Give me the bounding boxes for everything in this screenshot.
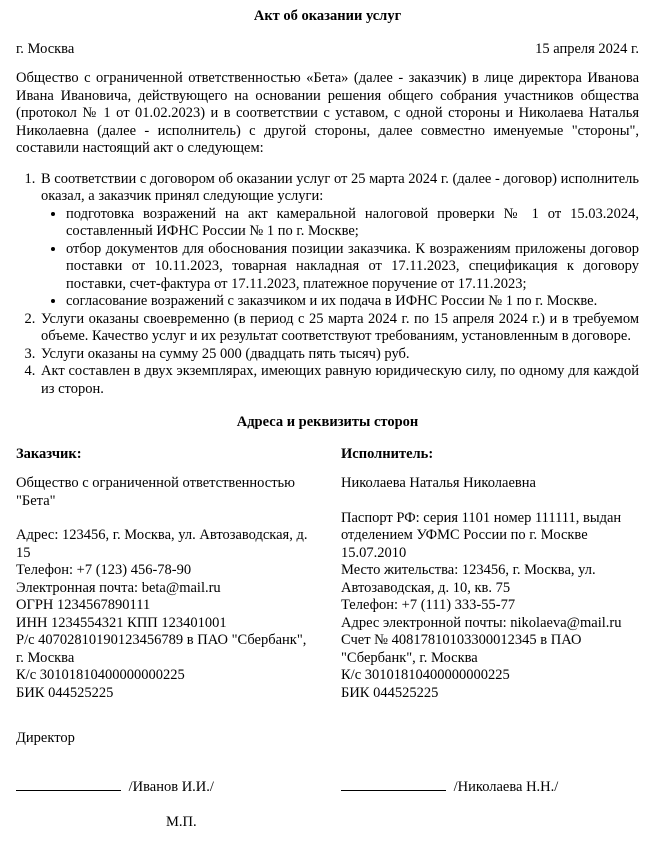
contractor-residence: Место жительства: 123456, г. Москва, ул. Автозаводская, д. 10, кв. 75 <box>341 562 596 596</box>
contractor-label: Исполнитель: <box>341 445 434 462</box>
intro-paragraph: Общество с ограниченной ответственностью «Бета» (далее - заказчик) в лице директора Иванова Ивана Ивановича, действующего на основании решения общего собрания участников общества (протокол № 1 от 01.02.2023) и в соответствии с уставом, с одной стороны и Николаева Наталья Николаевна (далее - исполнитель) с другой стороны, далее совместно именуемые "стороны", составили настоящий акт о следующем: <box>16 70 639 156</box>
requisites-columns <box>16 446 639 703</box>
customer-email: Электронная почта: beta@mail.ru <box>16 579 221 596</box>
service-item-2: • отбор документов для обоснования позиции заказчика. К возражениям приложены договор поставки от 10.11.2023, товарная накладная от 17.11.2023, спецификация к договору поставки, счет-фактура от 17.11.2023, платежное поручение от 17.11.2023; <box>66 241 639 294</box>
customer-signature <box>16 776 316 797</box>
clause-1 <box>39 171 639 311</box>
customer-ogrn: ОГРН 1234567890111 <box>16 597 151 613</box>
customer-bik: БИК 044525225 <box>16 684 114 701</box>
contractor-corr-account: К/с 30101810400000000225 <box>341 667 510 683</box>
document-title: Акт об оказании услуг <box>253 8 402 24</box>
contractor-bik: БИК 044525225 <box>341 684 439 701</box>
contractor-signature <box>341 776 639 797</box>
customer-phone: Телефон: +7 (123) 456-78-90 <box>16 562 192 578</box>
services-list <box>41 206 639 311</box>
customer-address: Адрес: 123456, г. Москва, ул. Автозаводская, д. 15 <box>16 527 308 561</box>
contractor-passport: Паспорт РФ: серия 1101 номер 111111, выдан отделением УФМС России по г. Москве 15.07.2010 <box>341 509 622 561</box>
service-item-1: • подготовка возражений на акт камеральной налоговой проверки № 1 от 15.03.2024, составленный ИФНС России № 1 по г. Москве; <box>66 206 639 241</box>
customer-corr-account: К/с 30101810400000000225 <box>16 667 185 683</box>
contractor-phone: Телефон: +7 (111) 333-55-77 <box>341 597 516 613</box>
customer-column <box>16 446 316 703</box>
contractor-signature-name: /Николаева Н.Н./ <box>453 778 559 795</box>
clause-list <box>16 171 639 399</box>
contractor-name: Николаева Наталья Николаевна <box>341 475 536 491</box>
document-date: 15 апреля 2024 г. <box>535 40 639 57</box>
clause-3: 3. Услуги оказаны на сумму 25 000 (двадцать пять тысяч) руб. <box>39 346 639 364</box>
contractor-email: Адрес электронной почты: nikolaeva@mail.ru <box>341 614 622 631</box>
stamp-mark: М.П. <box>166 814 197 830</box>
customer-label: Заказчик: <box>16 445 82 462</box>
customer-account: Р/с 40702810190123456789 в ПАО "Сбербанк", г. Москва <box>16 632 307 666</box>
customer-signature-name: /Иванов И.И./ <box>128 778 214 795</box>
customer-inn-kpp: ИНН 1234554321 КПП 123401001 <box>16 614 227 631</box>
contractor-column <box>341 446 639 703</box>
requisites-heading: Адреса и реквизиты сторон <box>236 414 419 430</box>
contractor-account: Счет № 40817810103300012345 в ПАО "Сбербанк", г. Москва <box>341 632 582 666</box>
clause-1-text: В соответствии с договором об оказании услуг от 25 марта 2024 г. (далее - договор) исполнитель оказал, а заказчик принял следующие услуги: <box>41 170 639 204</box>
clause-4: 4. Акт составлен в двух экземплярах, имеющих равную юридическую силу, по одному для каждой из сторон. <box>39 363 639 398</box>
customer-name: Общество с ограниченной ответственностью "Бета" <box>16 475 295 509</box>
place-date-row <box>16 41 639 59</box>
document-place: г. Москва <box>16 40 75 57</box>
director-title: Директор <box>16 730 75 746</box>
clause-2: 2. Услуги оказаны своевременно (в период с 25 марта 2024 г. по 15 апреля 2024 г.) и в требуемом объеме. Качество услуг и их результат соответствуют требованиям, установленным в договоре. <box>39 311 639 346</box>
signature-row <box>16 776 639 797</box>
service-item-3: • согласование возражений с заказчиком и их подача в ИФНС России № 1 по г. Москве. <box>66 293 639 311</box>
